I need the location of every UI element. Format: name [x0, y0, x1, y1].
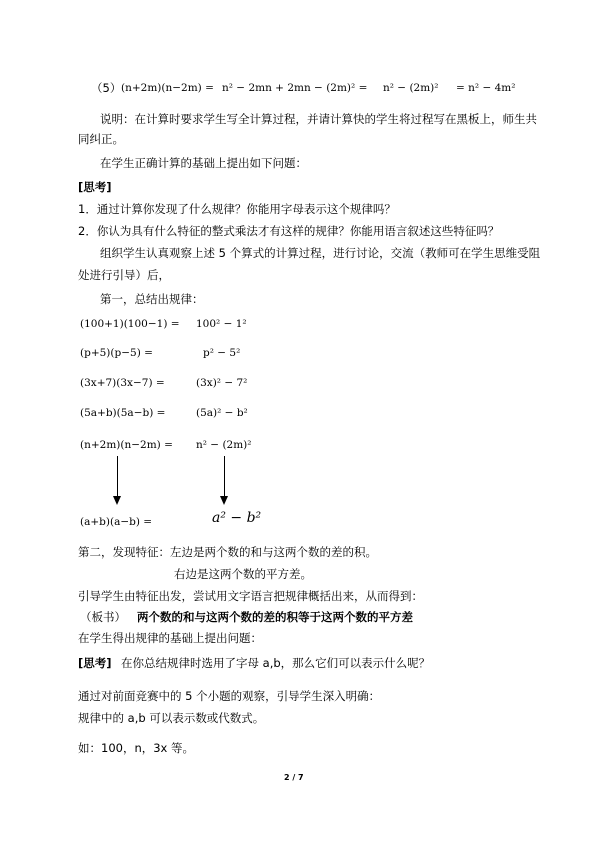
- second-line-2: 右边是这两个数的平方差。: [174, 567, 312, 581]
- raise-question-1: 在学生正确计算的基础上提出如下问题：: [100, 156, 307, 170]
- rule-5-lhs: (n+2m)(n−2m) =: [80, 439, 173, 451]
- explain-line-2: 同纠正。: [78, 132, 124, 146]
- item-5-label: （5）: [91, 81, 122, 95]
- arrow-down-icon: [220, 496, 228, 505]
- explain-line-1: 说明：在计算时要求学生写全计算过程，并请计算快的学生将过程写在黑板上，师生共: [100, 112, 537, 126]
- rule-1-lhs: (100+1)(100−1) =: [80, 318, 180, 330]
- example-text: 如：100，n，3x 等。: [78, 741, 195, 755]
- rule-4-lhs: (5a+b)(5a−b) =: [80, 407, 166, 419]
- item-5-step3: = n² − 4m²: [456, 82, 516, 94]
- rule-2-rhs: p² − 5²: [203, 347, 241, 359]
- organize-line-2: 处进行引导）后，: [78, 268, 170, 282]
- board-rule: 两个数的和与这两个数的差的积等于这两个数的平方差: [137, 610, 413, 624]
- guide-text: 引导学生由特征出发，尝试用文字语言把规律概括出来，从而得到：: [78, 589, 423, 603]
- general-lhs: (a+b)(a−b) =: [80, 516, 153, 528]
- question-2: 2．你认为具有什么特征的整式乘法才有这样的规律？你能用语言叙述这些特征吗？: [78, 224, 500, 238]
- first-heading: 第一，总结出规律：: [100, 292, 204, 306]
- arrow-left-shaft: [117, 456, 118, 498]
- think-label-1: [思考]: [78, 180, 112, 194]
- rule-1-rhs: 100² − 1²: [196, 318, 247, 330]
- arrow-down-icon: [113, 496, 121, 505]
- page-number: 2 / 7: [284, 773, 304, 782]
- item-5-expr: (n+2m)(n−2m) =: [121, 82, 214, 94]
- rule-5-rhs: n² − (2m)²: [196, 439, 252, 451]
- think-question-2: 在你总结规律时选用了字母 a,b，那么它们可以表示什么呢？: [121, 656, 431, 670]
- raise-question-2: 在学生得出规律的基础上提出问题：: [78, 631, 262, 645]
- rule-letters-text: 规律中的 a,b 可以表示数或代数式。: [78, 711, 265, 725]
- think-label-2: [思考]: [78, 656, 112, 670]
- organize-line-1: 组织学生认真观察上述 5 个算式的计算过程，进行讨论，交流（教师可在学生思维受阻: [100, 246, 541, 260]
- observe-text: 通过对前面竞赛中的 5 个小题的观察，引导学生深入明确：: [78, 689, 381, 703]
- arrow-right-shaft: [224, 456, 225, 498]
- question-1: 1．通过计算你发现了什么规律？你能用字母表示这个规律吗？: [78, 202, 396, 216]
- rule-4-rhs: (5a)² − b²: [196, 407, 248, 419]
- board-label: （板书）: [80, 610, 126, 624]
- rule-3-rhs: (3x)² − 7²: [196, 377, 248, 389]
- item-5-step2: n² − (2m)²: [383, 82, 439, 94]
- second-line-1: 第二，发现特征：左边是两个数的和与这两个数的差的积。: [78, 545, 377, 559]
- rule-3-lhs: (3x+7)(3x−7) =: [80, 377, 165, 389]
- item-5-step1: n² − 2mn + 2mn − (2m)² =: [222, 82, 368, 94]
- rule-2-lhs: (p+5)(p−5) =: [80, 347, 153, 359]
- general-rhs: a² − b²: [212, 510, 262, 526]
